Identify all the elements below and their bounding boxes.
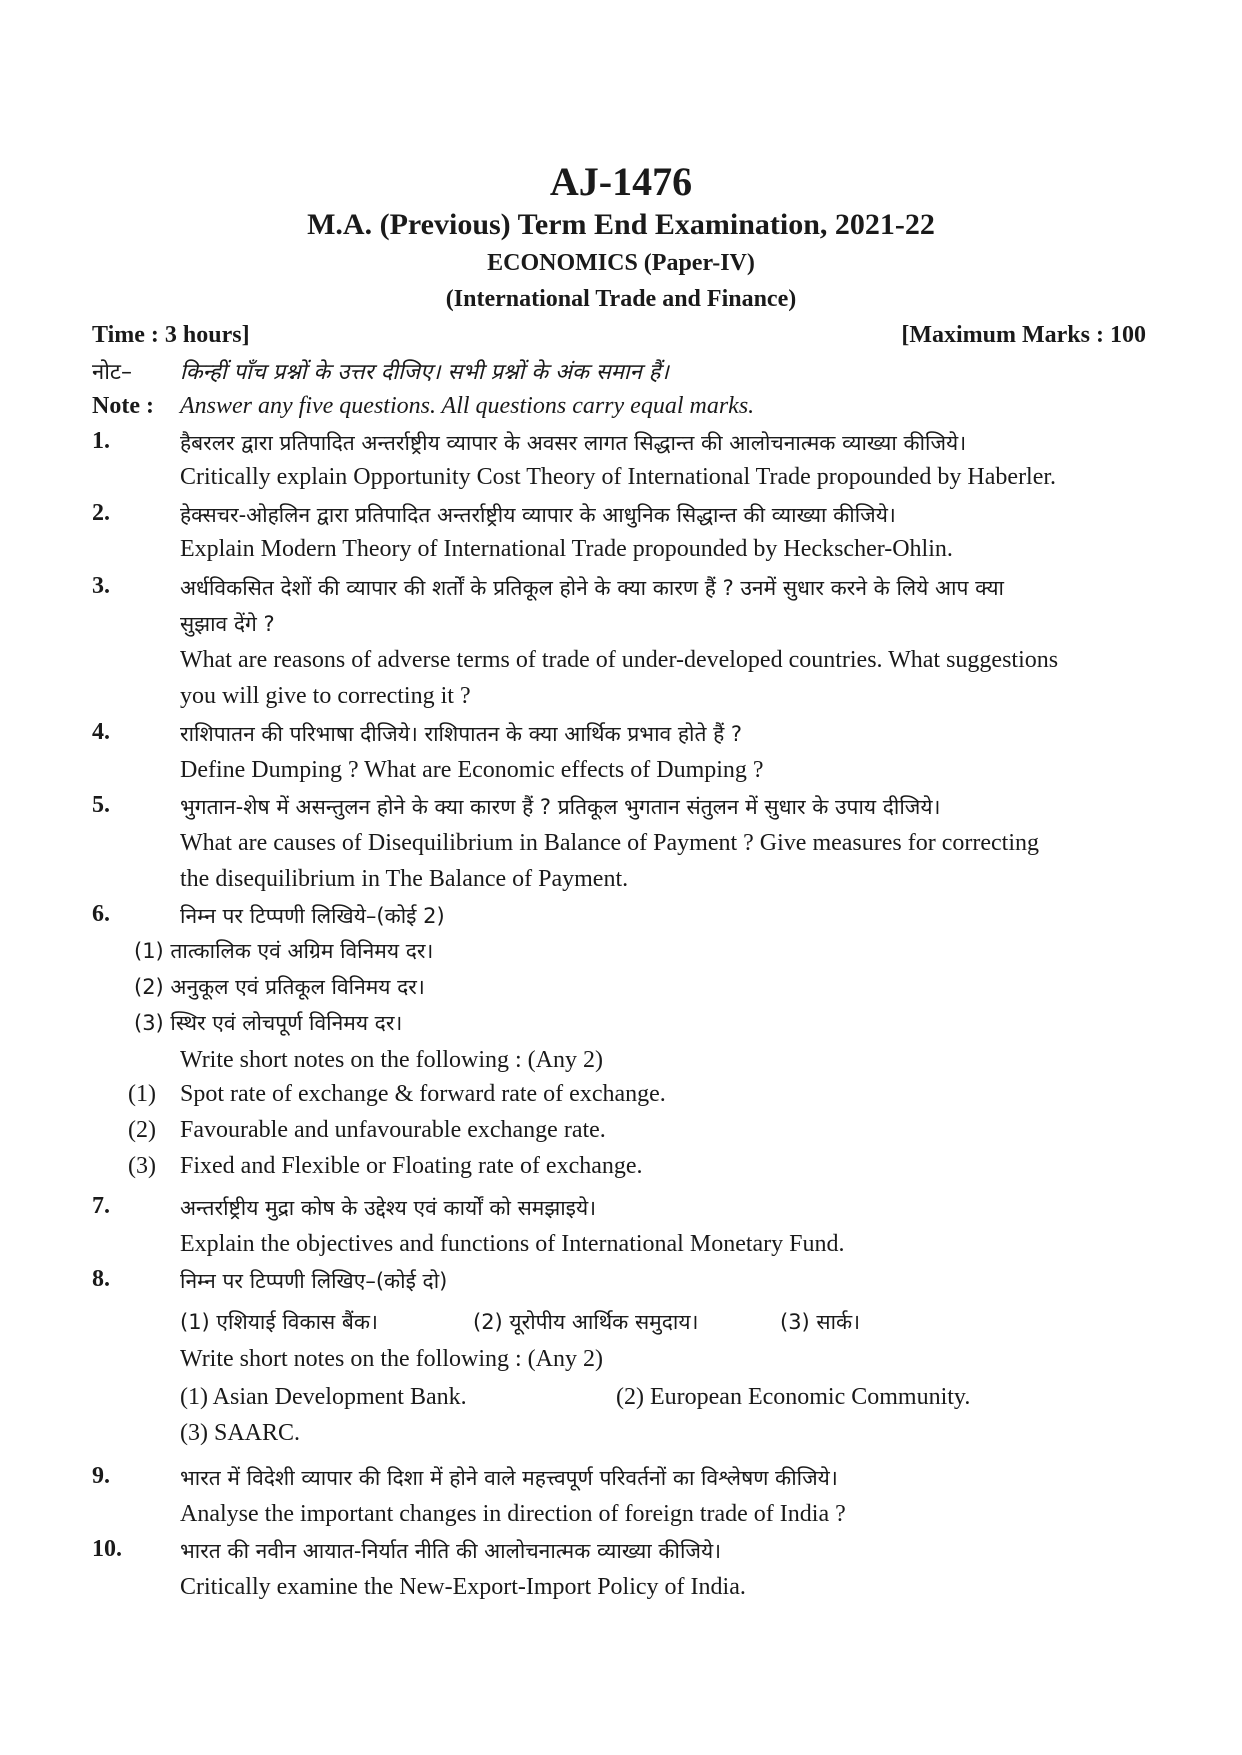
question-english: Critically examine the New-Export-Import Policy of India. <box>180 1574 746 1600</box>
english-option-number: (2) <box>128 1117 156 1143</box>
question-english-line-1: What are reasons of adverse terms of trade of under-developed countries. What suggestions <box>180 647 1059 673</box>
question-hindi: हैबरलर द्वारा प्रतिपादित अन्तर्राष्ट्रीय व्यापार के अवसर लागत सिद्धान्त की आलोचनात्मक व्याख्या कीजिये। <box>180 431 967 455</box>
subject-title: ECONOMICS (Paper-IV) <box>487 250 755 276</box>
question-english: Define Dumping ? What are Economic effects of Dumping ? <box>180 757 764 783</box>
question-english: Analyse the important changes in direction of foreign trade of India ? <box>180 1501 846 1527</box>
question-english: Write short notes on the following : (Any 2) <box>180 1346 603 1372</box>
question-english: Explain the objectives and functions of International Monetary Fund. <box>180 1231 845 1257</box>
exam-title: M.A. (Previous) Term End Examination, 2021-22 <box>307 208 935 241</box>
hindi-option-3: (3) सार्क। <box>780 1310 861 1334</box>
question-number: 7. <box>92 1193 110 1219</box>
note-hindi-text: किन्हीं पाँच प्रश्नों के उत्तर दीजिए। सभी प्रश्नों के अंक समान हैं। <box>180 360 669 385</box>
note-hindi <box>92 356 669 386</box>
english-option-1: (1) Asian Development Bank. <box>180 1384 467 1410</box>
time-allowed: Time : 3 hours] <box>92 322 250 348</box>
question-hindi: भारत की नवीन आयात-निर्यात नीति की आलोचनात्मक व्याख्या कीजिये। <box>180 1539 722 1563</box>
question-english-line-2: the disequilibrium in The Balance of Payment. <box>180 866 629 892</box>
english-option-2: Favourable and unfavourable exchange rate. <box>180 1117 606 1143</box>
question-english: Critically explain Opportunity Cost Theory of International Trade propounded by Haberler. <box>180 464 1057 490</box>
question-english: Write short notes on the following : (Any 2) <box>180 1047 603 1073</box>
english-option-3: (3) SAARC. <box>180 1420 301 1446</box>
question-hindi: निम्न पर टिप्पणी लिखिये–(कोई 2) <box>180 904 445 928</box>
question-number: 6. <box>92 901 110 927</box>
question-number: 5. <box>92 792 110 818</box>
maximum-marks: [Maximum Marks : 100 <box>901 322 1146 348</box>
note-english-label: Note : <box>92 393 154 419</box>
hindi-option-1: (1) तात्कालिक एवं अग्रिम विनिमय दर। <box>134 939 434 963</box>
question-english-line-2: you will give to correcting it ? <box>180 683 471 709</box>
question-hindi: अन्तर्राष्ट्रीय मुद्रा कोष के उद्देश्य एवं कार्यों को समझाइये। <box>180 1196 597 1220</box>
paper-code: AJ-1476 <box>549 159 693 204</box>
question-number: 1. <box>92 428 110 454</box>
hindi-option-3: (3) स्थिर एवं लोचपूर्ण विनिमय दर। <box>134 1011 403 1035</box>
hindi-option-2: (2) यूरोपीय आर्थिक समुदाय। <box>473 1310 699 1334</box>
question-hindi-line-2: सुझाव देंगे ? <box>180 612 275 636</box>
question-hindi: निम्न पर टिप्पणी लिखिए–(कोई दो) <box>180 1269 448 1293</box>
question-english: Explain Modern Theory of International Trade propounded by Heckscher-Ohlin. <box>180 536 953 562</box>
question-hindi: राशिपातन की परिभाषा दीजिये। राशिपातन के क्या आर्थिक प्रभाव होते हैं ? <box>180 722 743 746</box>
note-hindi-label: नोट– <box>92 360 132 385</box>
note-english <box>92 393 754 420</box>
english-option-2: (2) European Economic Community. <box>616 1384 971 1410</box>
hindi-option-2: (2) अनुकूल एवं प्रतिकूल विनिमय दर। <box>134 975 425 999</box>
question-number: 9. <box>92 1463 110 1489</box>
hindi-option-1: (1) एशियाई विकास बैंक। <box>180 1310 378 1334</box>
question-english-line-1: What are causes of Disequilibrium in Balance of Payment ? Give measures for correcting <box>180 830 1040 856</box>
english-option-1: Spot rate of exchange & forward rate of exchange. <box>180 1081 666 1107</box>
question-number: 10. <box>92 1536 122 1562</box>
question-hindi: हेक्सचर-ओहलिन द्वारा प्रतिपादित अन्तर्राष्ट्रीय व्यापार के आधुनिक सिद्धान्त की व्याख्या कीजिये। <box>180 503 896 527</box>
english-option-number: (1) <box>128 1081 156 1107</box>
english-option-number: (3) <box>128 1153 156 1179</box>
question-number: 8. <box>92 1266 110 1292</box>
question-number: 3. <box>92 573 110 599</box>
question-number: 4. <box>92 719 110 745</box>
english-option-3: Fixed and Flexible or Floating rate of exchange. <box>180 1153 643 1179</box>
question-hindi: भुगतान-शेष में असन्तुलन होने के क्या कारण हैं ? प्रतिकूल भुगतान संतुलन में सुधार के उपाय दीजिये। <box>180 795 941 819</box>
paper-title: (International Trade and Finance) <box>445 286 797 312</box>
question-number: 2. <box>92 500 110 526</box>
question-hindi: भारत में विदेशी व्यापार की दिशा में होने वाले महत्त्वपूर्ण परिवर्तनों का विश्लेषण कीजिये। <box>180 1466 838 1490</box>
question-hindi-line-1: अर्धविकसित देशों की व्यापार की शर्तों के प्रतिकूल होने के क्या कारण हैं ? उनमें सुधार करने के लिये आप क्या <box>180 576 1004 600</box>
note-english-text: Answer any five questions. All questions carry equal marks. <box>180 393 755 419</box>
